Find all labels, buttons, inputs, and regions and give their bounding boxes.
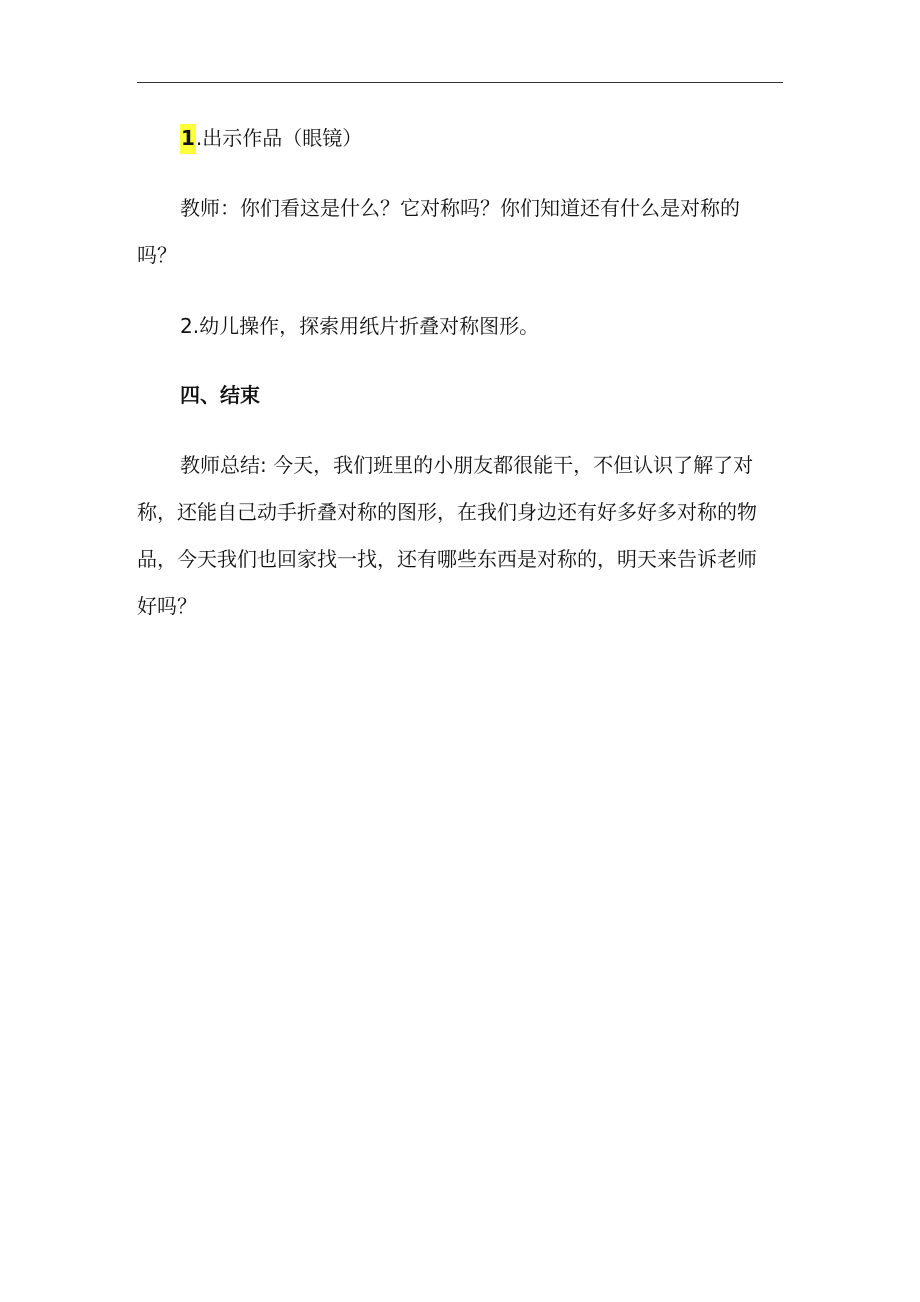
teacher-question-paragraph [137,198,785,292]
teacher-summary-line-3: 品，今天我们也回家找一找，还有哪些东西是对称的，明天来告诉老师 [137,547,757,571]
item-1-number-highlight: 1 [180,124,196,154]
teacher-summary-paragraph [137,455,785,643]
section-4-heading [137,385,828,405]
teacher-summary-line-2: 称，还能自己动手折叠对称的图形，在我们身边还有好多好多对称的物 [137,500,757,524]
teacher-question-line-2: 吗？ [137,243,177,267]
teacher-summary-line-4: 好吗？ [137,594,197,618]
teacher-question-line-1: 教师：你们看这是什么？它对称吗？你们知道还有什么是对称的 [180,196,740,220]
section-4-heading-text: 四、结束 [180,383,260,407]
item-1-paragraph [137,128,828,148]
header-rule [137,82,783,83]
item-2-paragraph [137,316,828,336]
teacher-summary-line-1: 教师总结: 今天，我们班里的小朋友都很能干，不但认识了解了对 [180,453,754,477]
item-2-text: 2.幼儿操作，探索用纸片折叠对称图形。 [180,314,540,338]
item-1-text: .出示作品（眼镜） [195,126,363,150]
